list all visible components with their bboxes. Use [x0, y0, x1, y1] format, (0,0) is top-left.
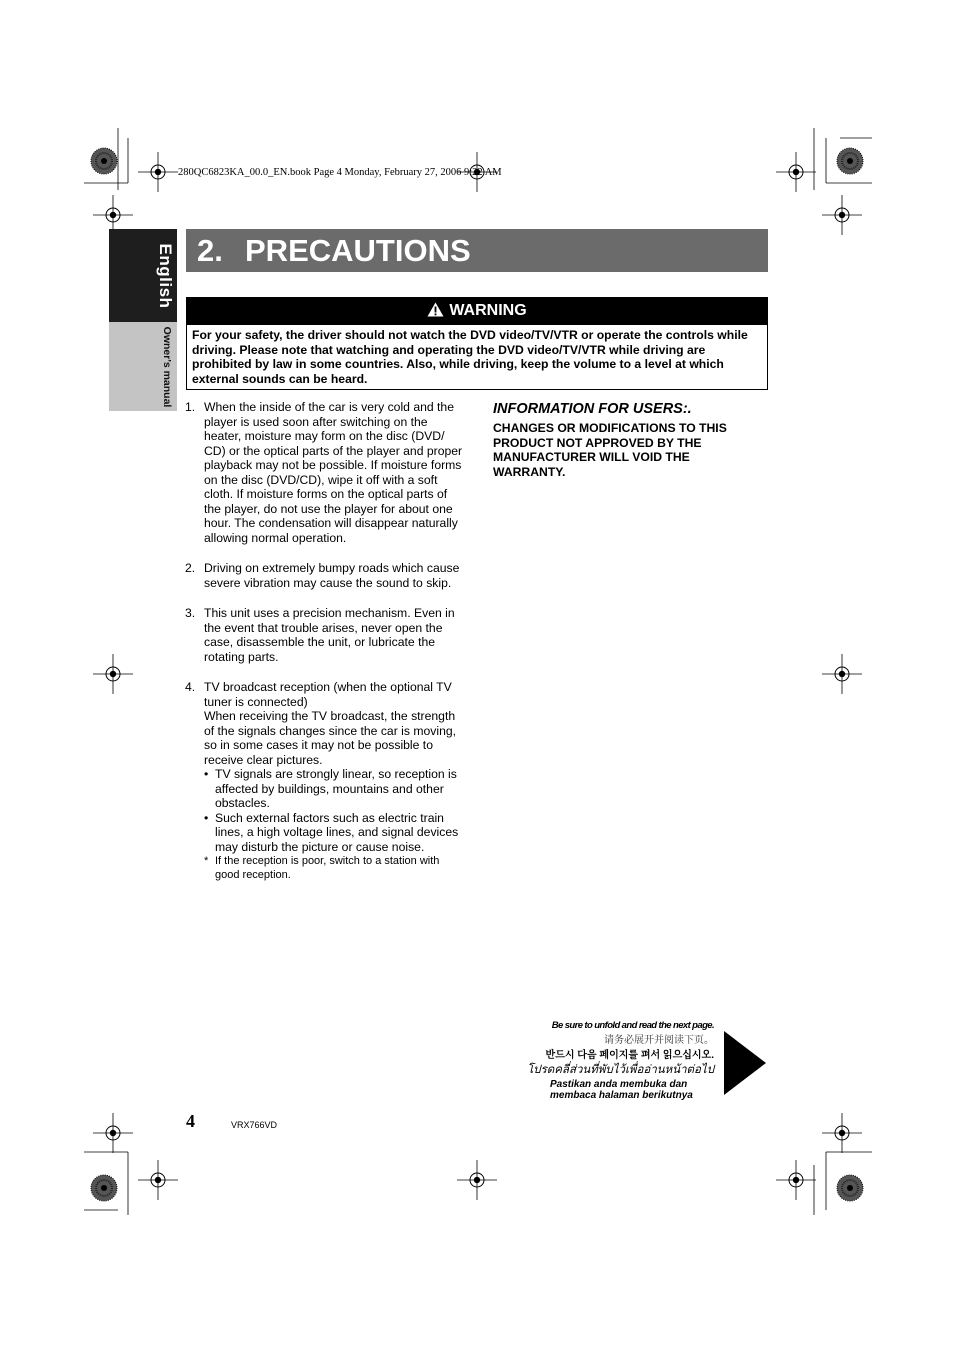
item-number: 1.	[185, 400, 196, 414]
page-title-text: PRECAUTIONS	[245, 233, 471, 268]
bullet-text: TV signals are strongly linear, so reception is affected by buildings, mountains and other obstacles.	[215, 767, 457, 810]
print-header: 280QC6823KA_00.0_EN.book Page 4 Monday, February 27, 2006 9:22 AM	[178, 167, 502, 178]
item-text: When receiving the TV broadcast, the strength of the signals changes since the car is moving, so in some cases it may not be possible to receive clear pictures.	[204, 709, 457, 767]
page-number: 4	[186, 1111, 195, 1131]
list-item	[185, 606, 465, 664]
bullet-item: • TV signals are strongly linear, so reception is affected by buildings, mountains and other obstacles.	[204, 767, 465, 811]
warning-heading-label: WARNING	[449, 302, 527, 319]
warning-triangle-icon	[427, 299, 444, 327]
item-text: When the inside of the car is very cold and the player is used soon after switching on the heater, moisture may form on the disc (DVD/ CD) or the optical parts of the player and proper playback may not be possible. If moisture forms on the disc (DVD/CD), wipe it off with a soft cloth. If moisture forms on the optical parts of the player, do not use the player for about one hour. The condensation will disappear naturally allowing normal operation.	[204, 400, 463, 545]
footnote-text: If the reception is poor, switch to a station with good reception.	[215, 855, 440, 881]
warning-heading	[186, 297, 768, 325]
fold-notice	[527, 1020, 714, 1101]
list-item	[185, 680, 465, 882]
model-number: VRX766VD	[231, 1120, 278, 1130]
precautions-list	[185, 400, 465, 882]
item-text: Driving on extremely bumpy roads which cause severe vibration may cause the sound to skip.	[204, 561, 460, 590]
footnote	[204, 854, 465, 882]
fold-notice-malay: Pastikan anda membuka dan membaca halaman berikutnya	[550, 1079, 693, 1101]
fold-notice-chinese: 请务必展开并阅读下页。	[604, 1035, 714, 1046]
bullet-text: Such external factors such as electric train lines, a high voltage lines, and signal devices may disturb the picture or cause noise.	[215, 810, 459, 854]
page-title-number: 2.	[197, 233, 223, 268]
fold-notice-thai: โปรดคลี่ส่วนที่พับไว้เพื่ออ่านหน้าต่อไป	[527, 1064, 714, 1076]
fold-notice-english: Be sure to unfold and read the next page.	[551, 1020, 714, 1031]
item-number: 2.	[185, 561, 196, 575]
list-item	[185, 400, 465, 545]
information-text: CHANGES OR MODIFICATIONS TO THIS PRODUCT NOT APPROVED BY THE MANUFACTURER WILL VOID THE WARRANTY.	[493, 421, 727, 479]
bullet-item: • Such external factors such as electric train lines, a high voltage lines, and signal devices may disturb the picture or cause noise.	[204, 811, 465, 855]
item-text: This unit uses a precision mechanism. Even in the event that trouble arises, never open the case, disassemble the unit, or lubricate the rotating parts.	[204, 606, 455, 664]
fold-notice-korean: 반드시 다음 페이지를 펴서 읽으십시오.	[545, 1050, 714, 1061]
information-title: INFORMATION FOR USERS:.	[493, 401, 692, 417]
warning-text: For your safety, the driver should not watch the DVD video/TV/VTR or operate the controls while driving. Please note that watching and operating the DVD video/TV/VTR while driving are prohibited by law in some countries. Also, while driving, keep the volume to a level at which external sounds can be heard.	[192, 328, 748, 386]
item-title: TV broadcast reception (when the optional TV tuner is connected)	[204, 680, 452, 709]
item-number: 3.	[185, 606, 196, 620]
page-title	[186, 229, 768, 272]
footnote-mark: *	[204, 855, 209, 867]
language-tab-label: English	[156, 243, 175, 308]
next-page-arrow-icon	[724, 1031, 766, 1095]
list-item	[185, 561, 465, 590]
item-number: 4.	[185, 680, 196, 694]
section-tab-label: Owner's manual	[161, 326, 173, 408]
